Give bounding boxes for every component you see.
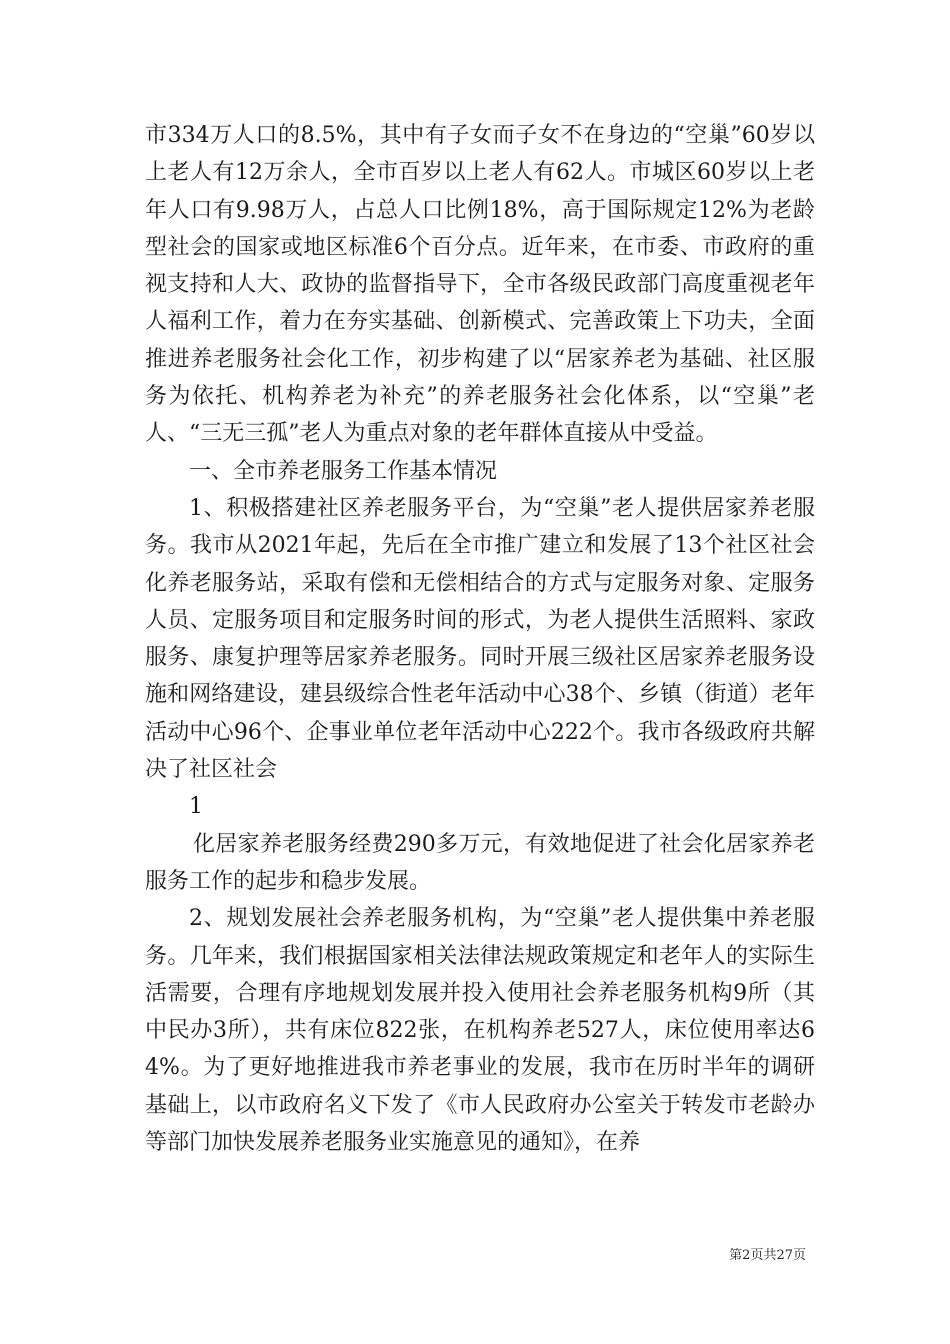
body-paragraph-3: 化居家养老服务经费290多万元，有效地促进了社会化居家养老服务工作的起步和稳步发展。	[145, 831, 815, 894]
page-footer: 第2页共27页	[729, 1248, 806, 1263]
body-paragraph-2: 1、积极搭建社区养老服务平台，为“空巢”老人提供居家养老服务。我市从2021年起，先后在全市推广建立和发展了13个社区社会化养老服务站，采取有偿和无偿相结合的方式与定服务对象、定服务人员、定服务项目和定服务时间的形式，为老人提供生活照料、家政服务、康复护理等居家养老服务。同时开展三级社区居家养老服务设施和网络建设，建县级综合性老年活动中心38个、乡镇（街道）老年活动中心96个、企事业单位老年活动中心222个。我市各级政府共解决了社区社会	[145, 495, 816, 783]
body-paragraph-4: 2、规划发展社会养老服务机构，为“空巢”老人提供集中养老服务。几年来，我们根据国家相关法律法规政策规定和老年人的实际生活需要，合理有序地规划发展并投入使用社会养老服务机构9所（其中民办3所），共有床位822张，在机构养老527人，床位使用率达64%。为了更好地推进我市养老事业的发展，我市在历时半年的调研基础上，以市政府名义下发了《市人民政府办公室关于转发市老龄办等部门加快发展养老服务业实施意见的通知》，在养	[145, 906, 815, 1156]
inline-page-number: 1	[189, 794, 203, 820]
body-paragraph-1: 市334万人口的8.5%，其中有子女而子女不在身边的“空巢”60岁以上老人有12万余人，全市百岁以上老人有62人。市城区60岁以上老年人口有9.98万人，占总人口比例18%，高于国际规定12%为老龄型社会的国家或地区标准6个百分点。近年来，在市委、市政府的重视支持和人大、政协的监督指导下，全市各级民政部门高度重视老年人福利工作，着力在夯实基础、创新模式、完善政策上下功夫，全面推进养老服务社会化工作，初步构建了以“居家养老为基础、社区服务为依托、机构养老为补充”的养老服务社会化体系，以“空巢”老人、“三无三孤”老人为重点对象的老年群体直接从中受益。	[145, 123, 815, 447]
section-heading: 一、全市养老服务工作基本情况	[189, 458, 498, 484]
document-body	[145, 117, 815, 1161]
